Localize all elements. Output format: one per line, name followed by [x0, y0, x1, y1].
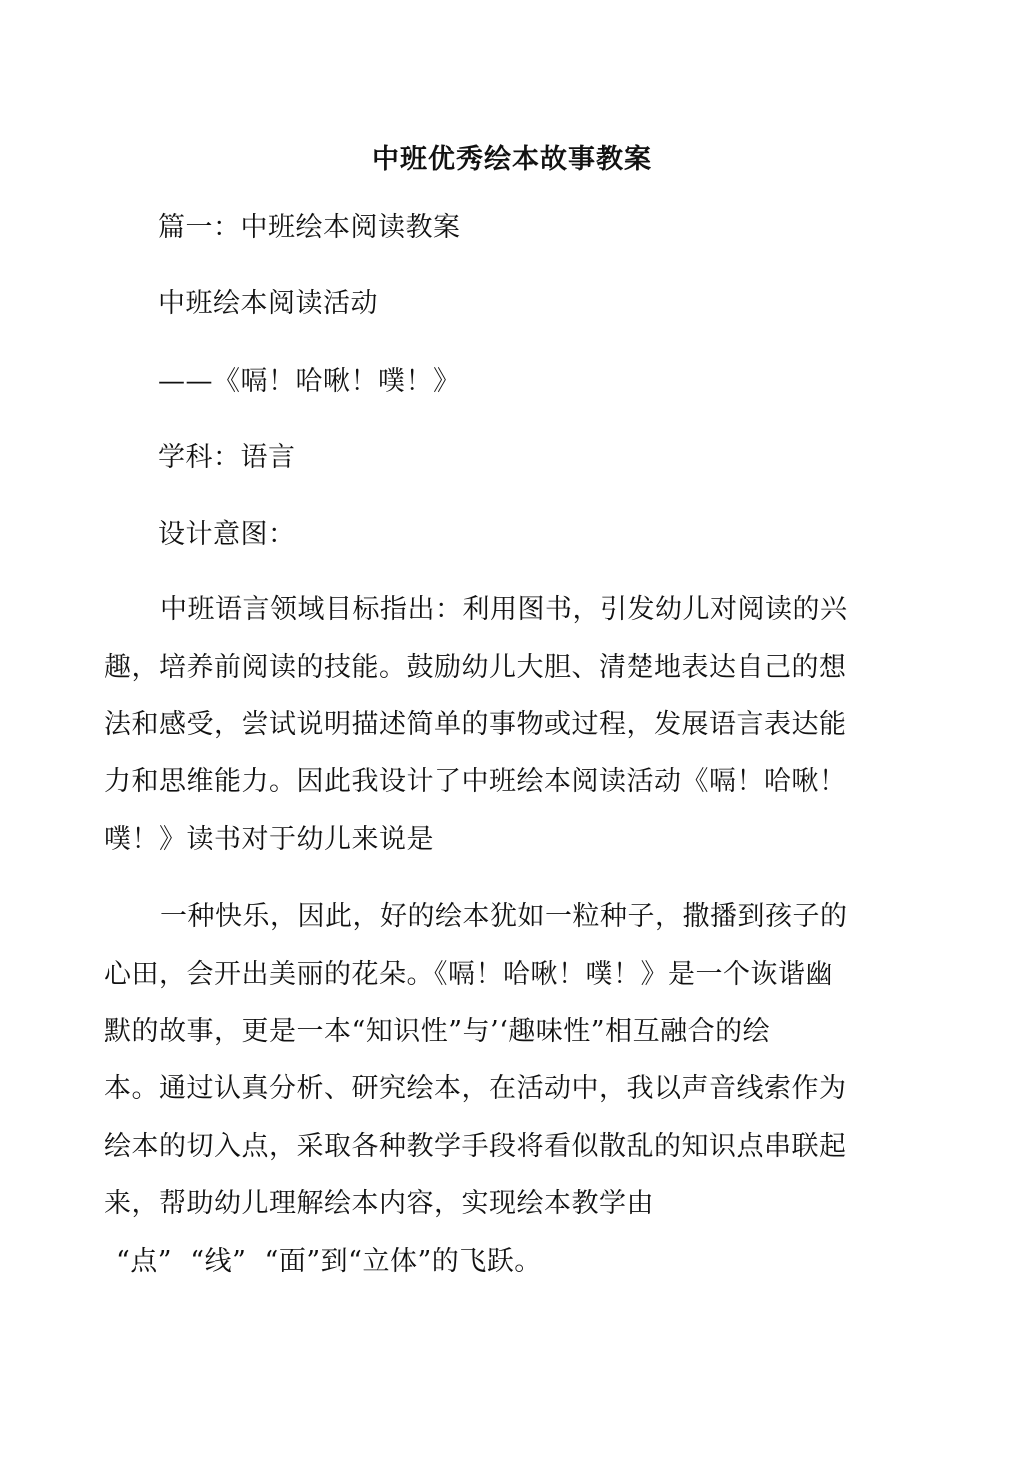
book-title: ——《嗝！哈啾！噗！》 — [158, 366, 461, 397]
design-intent-label: 设计意图： — [158, 519, 296, 550]
paragraph-line: 一种快乐，因此，好的绘本犹如一粒种子，撒播到孩子的 — [160, 901, 848, 932]
paragraph-line: 本。通过认真分析、研究绘本，在活动中，我以声音线索作为 — [104, 1073, 847, 1104]
paragraph-line: 默的故事，更是一本“知识性”与’‘趣味性”相互融合的绘 — [104, 1016, 771, 1047]
paragraph-line: 噗！》读书对于幼儿来说是 — [104, 824, 434, 855]
paragraph-line: “点” “线” “面”到“立体”的飞跃。 — [116, 1246, 542, 1277]
subject-label: 学科：语言 — [158, 442, 296, 473]
paragraph-line: 心田，会开出美丽的花朵。《嗝！哈啾！噗！》是一个诙谐幽 — [104, 959, 833, 990]
paragraph-line: 中班语言领域目标指出：利用图书，引发幼儿对阅读的兴 — [160, 594, 848, 625]
paragraph-line: 来，帮助幼儿理解绘本内容，实现绘本教学由 — [104, 1188, 654, 1219]
section-heading: 篇一：中班绘本阅读教案 — [158, 212, 461, 243]
paragraph-line: 趣，培养前阅读的技能。鼓励幼儿大胆、清楚地表达自己的想 — [104, 652, 847, 683]
paragraph-line: 绘本的切入点，采取各种教学手段将看似散乱的知识点串联起 — [104, 1131, 847, 1162]
document-title: 中班优秀绘本故事教案 — [372, 144, 652, 175]
activity-title: 中班绘本阅读活动 — [158, 288, 378, 319]
paragraph-line: 力和思维能力。因此我设计了中班绘本阅读活动《嗝！哈啾！ — [104, 766, 847, 797]
paragraph-line: 法和感受，尝试说明描述简单的事物或过程，发展语言表达能 — [104, 709, 847, 740]
